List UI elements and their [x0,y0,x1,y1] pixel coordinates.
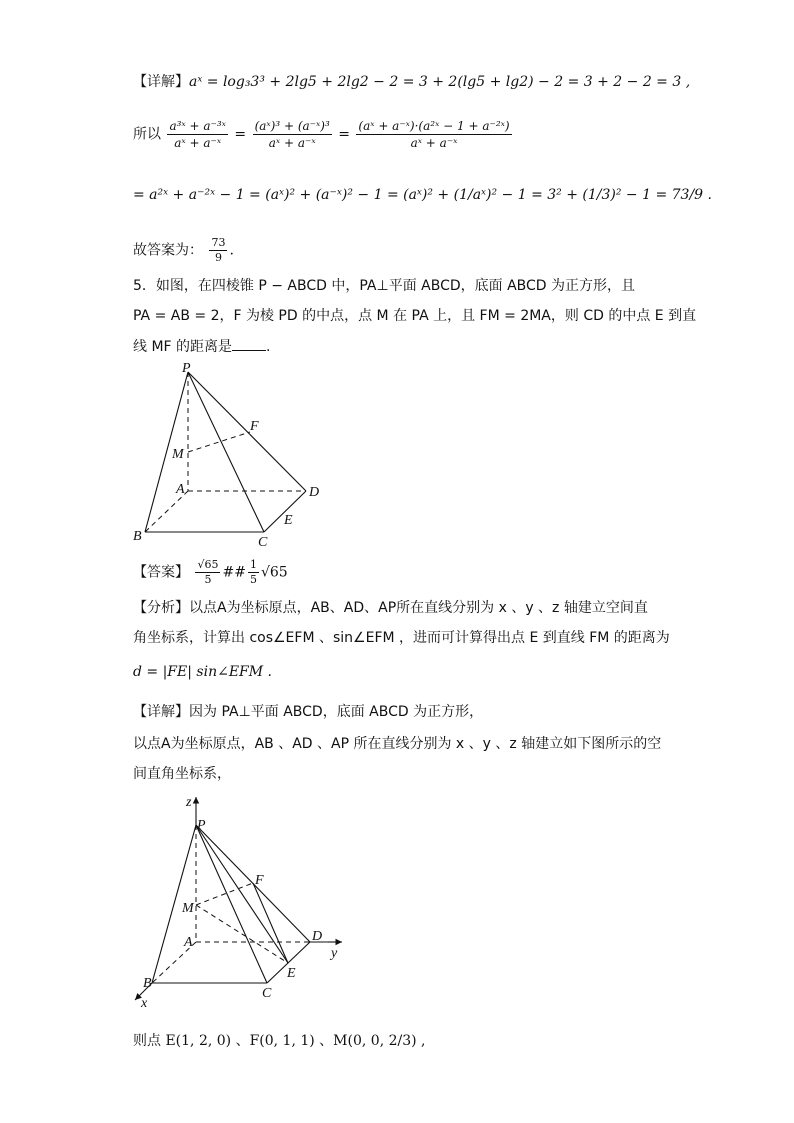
edge-PD [188,372,306,491]
label-C: C [258,535,268,550]
label-E: E [284,513,293,528]
edge-PC [196,825,267,983]
coords-line: 则点 E(1, 2, 0) 、F(0, 1, 1) 、M(0, 0, 2/3) , [133,1033,426,1049]
detail-tag: 【详解】 [133,74,189,90]
analysis-line2: 角坐标系，计算出 cos∠EFM 、sin∠EFM ，进而可计算得出点 E 到直线 FM 的距离为 [133,630,670,646]
label-F: F [255,873,264,888]
analysis-line3: d = |FE| sin∠EFM . [133,664,272,680]
label-B: B [133,529,142,544]
edge-AB-hidden [145,491,188,532]
label-y: y [331,946,338,961]
detail2-line2: 以点A为坐标原点，AB 、AD 、AP 所在直线分别为 x 、y 、z 轴建立如下图所示的空 [133,736,662,752]
segment-FE [253,883,288,963]
label-D: D [309,485,320,500]
detail2-tag: 【详解】 [133,704,189,720]
label-P: P [182,361,191,376]
fraction-1: $\frac{\text{a³ˣ + a⁻³ˣ}}{\text{aˣ + a⁻ˣ}}$ [169,119,226,150]
answer-prefix: 故答案为： [133,242,203,259]
label-P: P [197,818,206,833]
problem5-line1: 5．如图，在四棱锥 P − ABCD 中，PA⊥平面 ABCD，底面 ABCD 为正方形，且 [133,278,636,294]
problem5-line2: PA = AB = 2，F 为棱 PD 的中点，点 M 在 PA 上，且 FM = 2MA，则 CD 的中点 E 到直 [133,308,697,324]
label-A: A [184,935,193,950]
pyramid-figure-2 [0,780,794,1010]
segment-MF [188,432,250,452]
segment-MF [196,883,253,905]
label-F: F [250,419,259,434]
detail1-equation: aˣ = log₃3³ + 2lg5 + 2lg2 − 2 = 3 + 2(lg5 + lg2) − 2 = 3 + 2 − 2 = 3 , [189,74,691,90]
detail2-line1: 【详解】因为 PA⊥平面 ABCD，底面 ABCD 为正方形， [133,704,484,720]
label-M: M [182,901,194,916]
label-A: A [176,482,185,497]
pyramid-figure-1 [0,0,794,560]
analysis-tag: 【分析】 [133,600,189,616]
edge-PC [188,372,264,532]
answer5-line: 【答案】 $\frac{√65}{5}$ ## $\frac{1}{5}$ √65 [133,558,288,586]
detail2-line3: 间直角坐标系， [133,766,231,782]
label-C: C [262,986,272,1001]
so-prefix: 所以 [133,126,161,143]
answer-tag: 【答案】 [133,564,189,581]
problem5-line3: 线 MF 的距离是 . [133,336,271,357]
label-E: E [287,966,296,981]
fraction-2: $\frac{\text{(aˣ)³ + (a⁻ˣ)³}}{\text{aˣ + a⁻ˣ}}$ [254,119,330,150]
fraction-3: $\frac{\text{(aˣ + a⁻ˣ)·(a²ˣ − 1 + a⁻²ˣ)}}{\text{aˣ + a⁻ˣ}}$ [358,119,510,150]
analysis-line1: 【分析】以点A为坐标原点，AB、AD、AP所在直线分别为 x 、y 、z 轴建立空间直 [133,600,648,616]
segment-ME [196,905,288,963]
answer5-fraction: $\frac{√65}{5}$ [197,558,219,586]
answer-line-1: 故答案为： $\frac{73}{9}$ . [133,236,234,264]
answer5-alt-fraction: $\frac{1}{5}$ [249,558,257,586]
label-x: x [141,996,148,1010]
detail1-fraction-line: 所以 $\frac{\text{a³ˣ + a⁻³ˣ}}{\text{aˣ + a⁻ˣ}}$ = $\frac{\text{(aˣ)³ + (a⁻ˣ)³}}{\text{aˣ + a⁻ˣ}}$ = $\frac{\text{(aˣ + a⁻ˣ)·(a²ˣ − 1 + a⁻²ˣ)}}{\text{aˣ + a⁻ˣ}}$ [133,119,510,150]
label-D: D [312,929,323,944]
label-z: z [186,795,192,810]
label-B: B [143,976,152,991]
answer-fraction: $\frac{73}{9}$ [211,236,226,264]
label-M: M [172,447,184,462]
detail1-line3: = a²ˣ + a⁻²ˣ − 1 = (aˣ)² + (a⁻ˣ)² − 1 = (aˣ)² + (1/aˣ)² − 1 = 3² + (1/3)² − 1 = 73/9 . [133,187,712,203]
